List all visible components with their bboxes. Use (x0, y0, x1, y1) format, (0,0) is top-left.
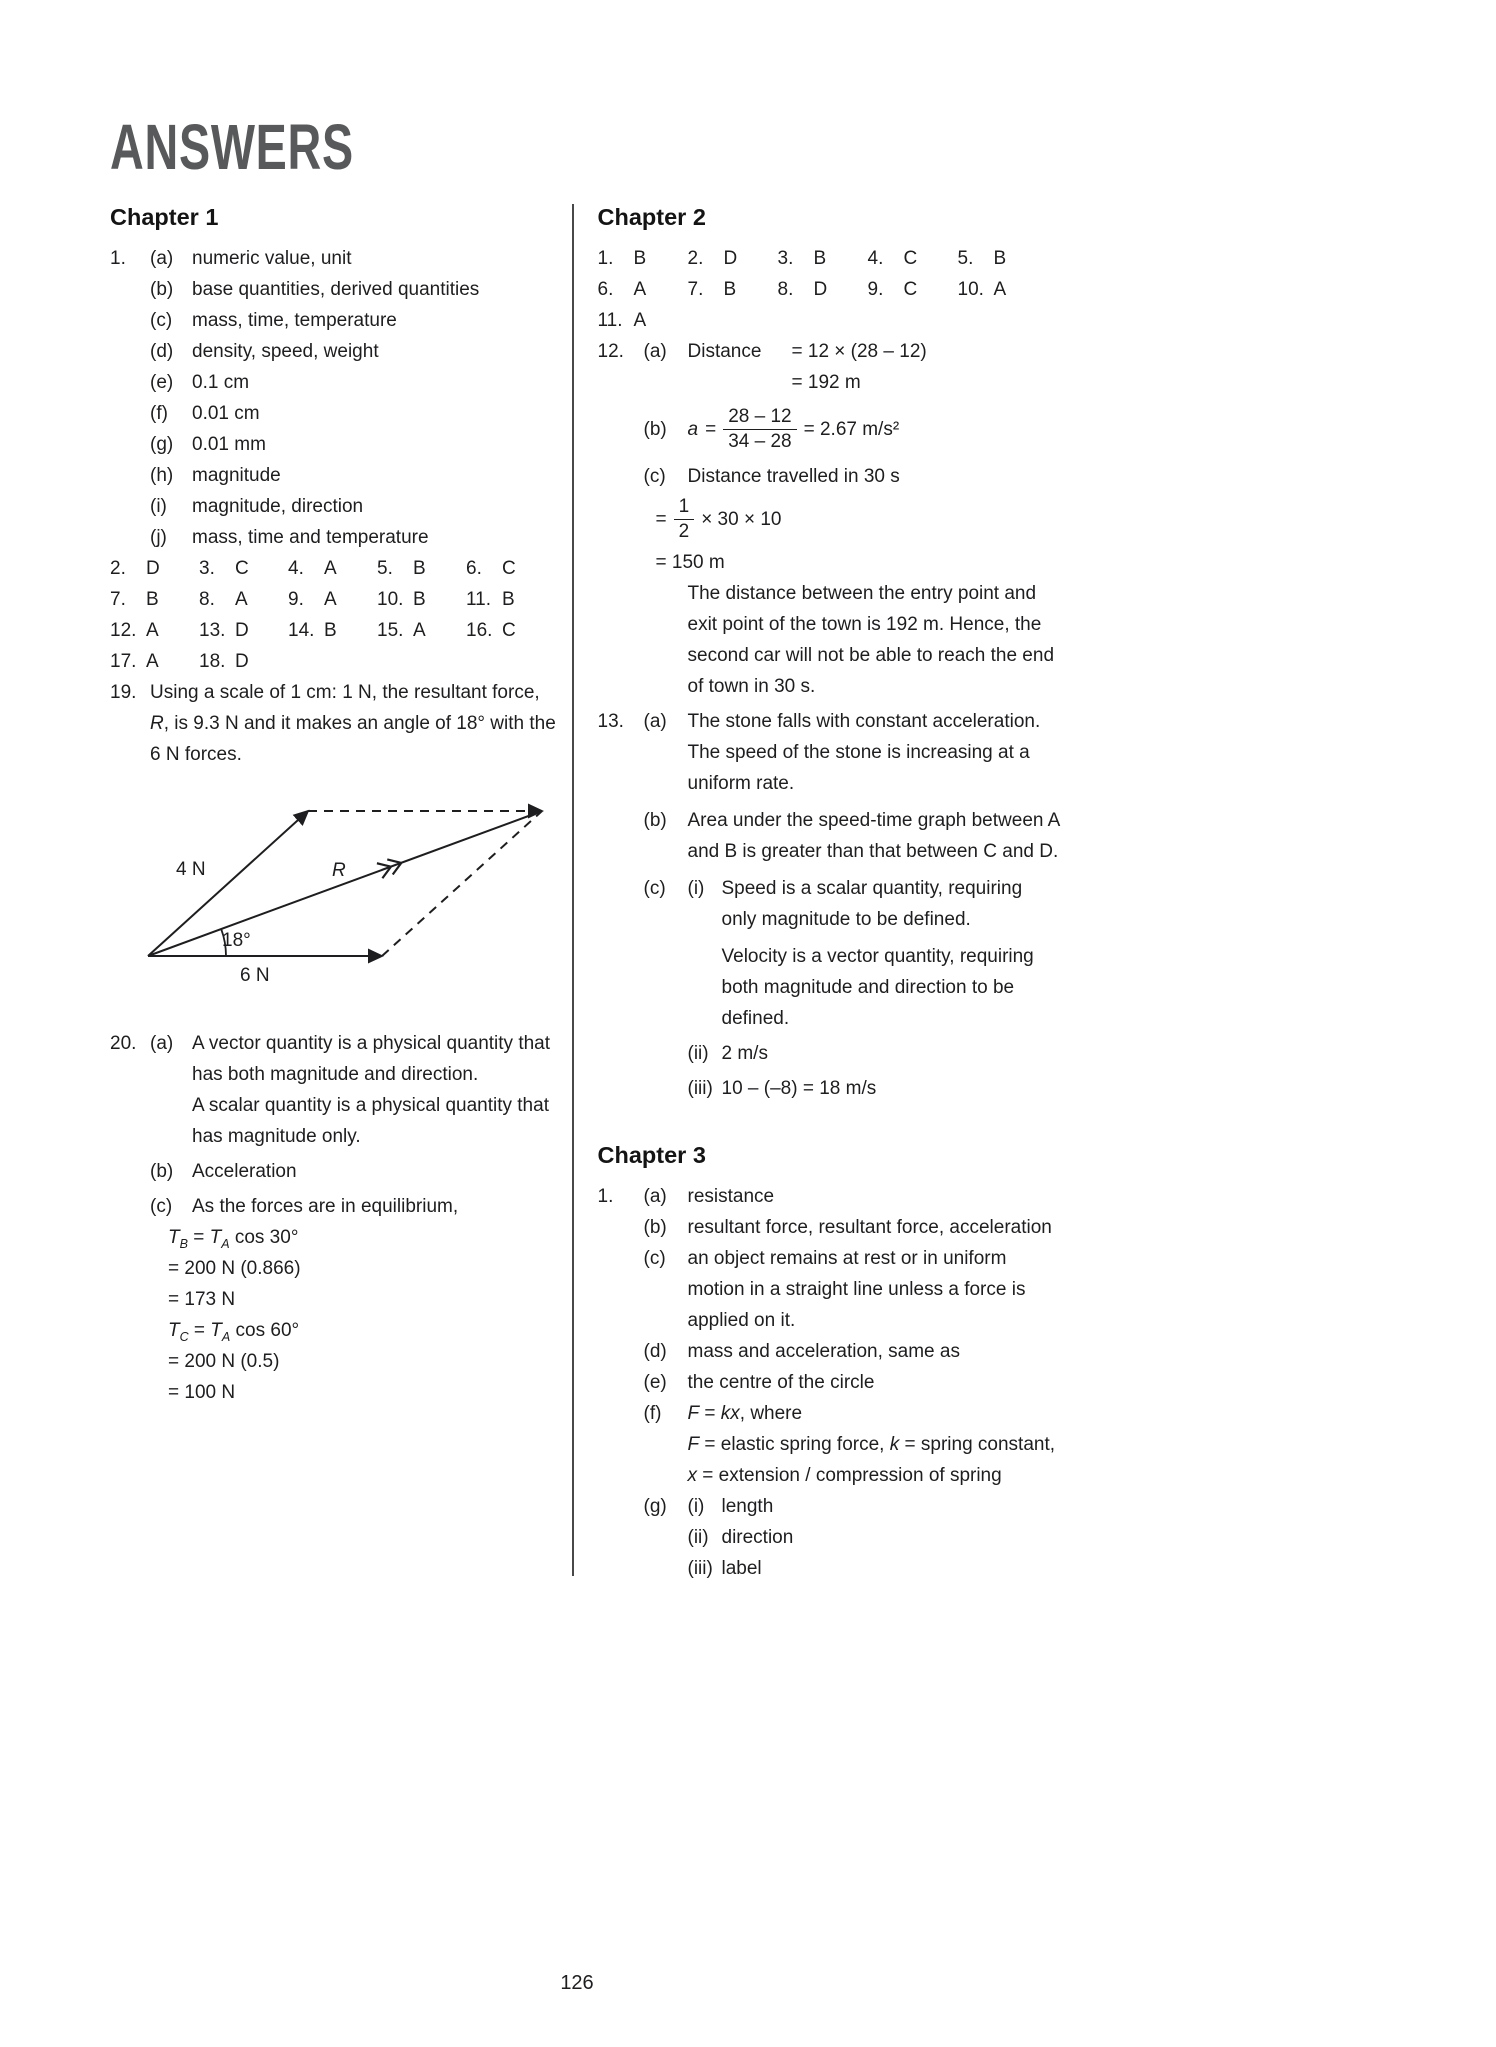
subscript: A (221, 1237, 230, 1251)
answer-label: (i) (150, 496, 167, 517)
mc-answer (199, 584, 288, 615)
question-number: 10. (957, 279, 984, 300)
equation (688, 1398, 1062, 1429)
answer-text: base quantities, derived quantities (192, 279, 480, 300)
label-4n: 4 N (176, 859, 206, 880)
answer-text: numeric value, unit (192, 248, 352, 269)
column-divider (572, 204, 574, 1576)
answer-letter: D (813, 279, 828, 300)
equation (168, 1222, 556, 1253)
expression: × 30 × 10 (701, 509, 782, 530)
mc-answer (688, 274, 778, 305)
answer-label: (ii) (687, 1527, 709, 1548)
text-segment: , where (739, 1403, 803, 1424)
question-body (150, 243, 556, 553)
page-title: ANSWERS (110, 111, 354, 183)
answer-label: (ii) (687, 1043, 709, 1064)
answer-text: length (721, 1496, 774, 1517)
mc-answer (958, 274, 1048, 305)
answer-letter: B (633, 248, 647, 269)
answer-item (150, 336, 556, 367)
answer-text (688, 1491, 1062, 1584)
question-body (150, 1028, 556, 1408)
answer-letter: D (235, 620, 249, 641)
answer-label: (b) (643, 419, 667, 440)
mc-answer (466, 615, 555, 646)
answer-letter: D (235, 651, 249, 672)
ch1-question-19 (110, 677, 556, 770)
answer-item (644, 1212, 1062, 1243)
paragraph: Distance travelled in 30 s (687, 466, 900, 487)
mc-answer-row (598, 274, 1062, 305)
answer-text: magnitude (192, 465, 281, 486)
answer-item (644, 1367, 1062, 1398)
question-number: 7. (110, 589, 126, 610)
equation (688, 405, 1062, 454)
operator: = (655, 509, 667, 530)
variable: T (209, 1227, 222, 1248)
variable: k (889, 1434, 900, 1455)
answer-letter: A (413, 620, 426, 641)
mc-answer-row (598, 243, 1062, 274)
answer-letter: A (324, 589, 337, 610)
ch2-mc-grid (598, 243, 1062, 336)
answer-item (644, 336, 1062, 398)
question-number: 5. (957, 248, 974, 269)
answer-label: (f) (150, 403, 168, 424)
ch1-question-20 (110, 1028, 556, 1408)
answer-item (150, 367, 556, 398)
text-segment: , is 9.3 N and it makes an angle of 18° with the 6 N forces. (150, 713, 556, 765)
mc-answer (688, 243, 778, 274)
label-angle: 18° (222, 930, 251, 951)
answer-letter: A (633, 279, 647, 300)
answer-item (644, 1181, 1062, 1212)
equation: = 200 N (0.5) (168, 1351, 280, 1372)
operator: = (705, 419, 717, 440)
question-number: 10. (377, 589, 404, 610)
answer-item (150, 1028, 556, 1152)
mc-answer (958, 243, 1048, 274)
question-number: 11. (466, 589, 492, 610)
answer-item (150, 429, 556, 460)
chapter-2-heading: Chapter 2 (597, 204, 706, 230)
answer-text: mass, time and temperature (192, 527, 429, 548)
mc-answer (598, 243, 688, 274)
sub-answer-item (688, 1073, 1062, 1104)
answer-label: (b) (150, 1161, 174, 1182)
answer-text: Area under the speed-time graph between A and B is greater than that between C and D. (687, 810, 1060, 862)
mc-answer (377, 553, 466, 584)
question-number: 4. (288, 558, 304, 579)
question-number: 11. (597, 310, 623, 331)
answer-letter: B (413, 589, 426, 610)
answer-item (644, 805, 1062, 867)
mc-answer (868, 274, 958, 305)
paragraph: The distance between the entry point and exit point of the town is 192 m. Hence, the second car will not be able to reach the end of town in 30 s. (687, 583, 1055, 697)
equation: = 100 N (168, 1382, 236, 1403)
answer-text: density, speed, weight (192, 341, 379, 362)
chapter-3-heading: Chapter 3 (597, 1142, 706, 1168)
question-number: 12. (597, 341, 624, 362)
sub-answer-item (688, 1491, 1062, 1522)
text-segment: = extension / compression of spring (697, 1465, 1002, 1486)
question-number: 1. (597, 248, 614, 269)
answer-text: the centre of the circle (687, 1372, 875, 1393)
answer-item (644, 1491, 1062, 1584)
answer-label: (e) (643, 1372, 667, 1393)
operator: = (699, 1403, 721, 1424)
answer-item (644, 1398, 1062, 1491)
answer-item (644, 1336, 1062, 1367)
text-segment: Using a scale of 1 cm: 1 N, the resultant force, (150, 682, 540, 703)
mc-answer (110, 584, 199, 615)
equation: = 150 m (655, 552, 725, 573)
answer-letter: A (235, 589, 248, 610)
mc-answer (377, 615, 466, 646)
answer-letter: A (633, 310, 647, 331)
answer-letter: B (993, 248, 1007, 269)
answer-item (644, 402, 1062, 457)
answer-item (150, 1156, 556, 1187)
answer-item (644, 706, 1062, 799)
answer-label: (g) (643, 1496, 667, 1517)
answer-label: (c) (643, 1248, 666, 1269)
answer-text: magnitude, direction (192, 496, 364, 517)
left-column (110, 202, 556, 1584)
page-number: 126 (560, 1972, 594, 1994)
answer-letter: A (324, 558, 337, 579)
question-number: 6. (597, 279, 614, 300)
mc-answer (288, 615, 377, 646)
numerator: 28 – 12 (728, 406, 792, 427)
answer-label: (i) (687, 1496, 705, 1517)
sub-answer-item (688, 1038, 1062, 1069)
question-number: 9. (288, 589, 304, 610)
answer-label: (c) (643, 466, 666, 487)
answer-text (722, 873, 1062, 1034)
paragraph: Velocity is a vector quantity, requiring both magnitude and direction to be defined. (721, 946, 1034, 1029)
answer-item (150, 460, 556, 491)
question-number: 7. (687, 279, 704, 300)
fraction (674, 495, 695, 544)
answer-label: (iii) (687, 1558, 713, 1579)
paragraph: As the forces are in equilibrium, (192, 1196, 459, 1217)
question-number: 19. (110, 682, 137, 703)
mc-answer (199, 553, 288, 584)
label-resultant: R (332, 860, 346, 881)
answer-label: (i) (687, 878, 705, 899)
variable: F (687, 1403, 700, 1424)
force-diagram (122, 796, 562, 1006)
right-column (598, 202, 1062, 1584)
mc-answer (288, 553, 377, 584)
question-text (150, 677, 556, 770)
answer-label: (j) (150, 527, 167, 548)
question-number: 17. (110, 651, 137, 672)
question-number: 8. (199, 589, 215, 610)
answer-label: (a) (150, 1033, 174, 1054)
paragraph (688, 1429, 1062, 1491)
answer-text: 10 – (–8) = 18 m/s (721, 1078, 877, 1099)
subscript: B (179, 1237, 188, 1251)
subscript: C (179, 1330, 189, 1344)
question-number: 13. (597, 711, 624, 732)
answer-text: direction (721, 1527, 794, 1548)
answer-letter: B (502, 589, 515, 610)
variable: kx (720, 1403, 740, 1424)
question-number: 20. (110, 1033, 137, 1054)
answer-text: 0.01 mm (192, 434, 266, 455)
mc-answer (778, 274, 868, 305)
operator: = (187, 1227, 210, 1248)
answer-item (150, 274, 556, 305)
answer-letter: C (235, 558, 249, 579)
resultant-vector (148, 811, 542, 956)
answer-item (644, 461, 1062, 702)
answer-text: 0.1 cm (192, 372, 250, 393)
answer-text (655, 461, 1062, 702)
mc-answer (466, 584, 555, 615)
equation (656, 495, 1062, 544)
answer-label: (a) (643, 341, 667, 362)
mc-answer (778, 243, 868, 274)
question-body (644, 706, 1062, 1104)
mc-answer (466, 553, 555, 584)
answer-label: (b) (643, 810, 667, 831)
answer-letter: B (146, 589, 159, 610)
question-number: 4. (867, 248, 884, 269)
question-number: 14. (288, 620, 315, 641)
paragraph: Speed is a scalar quantity, requiring only magnitude to be defined. (721, 878, 1023, 930)
equation (688, 336, 1062, 367)
answer-item (150, 305, 556, 336)
answer-text: The stone falls with constant acceleration. The speed of the stone is increasing at a uniform rate. (687, 711, 1041, 794)
paragraph: A scalar quantity is a physical quantity that has magnitude only. (192, 1095, 549, 1147)
dashed-right-line (382, 811, 542, 956)
expression: cos 30° (229, 1227, 299, 1248)
answer-text: Acceleration (192, 1161, 297, 1182)
question-number: 3. (777, 248, 794, 269)
answer-letter: C (502, 620, 516, 641)
operator: = (188, 1320, 211, 1341)
mc-answer (288, 584, 377, 615)
answer-text: resistance (687, 1186, 775, 1207)
question-body (644, 1181, 1062, 1584)
question-number: 16. (466, 620, 493, 641)
answer-text (688, 402, 1062, 457)
answer-label: (c) (150, 310, 173, 331)
question-number: 6. (466, 558, 482, 579)
variable: T (210, 1320, 222, 1341)
equation (168, 1315, 556, 1346)
equation: = 192 m (791, 372, 861, 393)
mc-answer (868, 243, 958, 274)
answer-item (644, 873, 1062, 1104)
answer-label: (a) (643, 1186, 667, 1207)
answer-item (150, 398, 556, 429)
variable: F (687, 1434, 700, 1455)
answer-letter: C (903, 279, 918, 300)
denominator: 2 (674, 519, 695, 544)
answer-letter: B (813, 248, 827, 269)
answer-label: (h) (150, 465, 174, 486)
ch1-mc-grid (110, 553, 556, 677)
mc-answer-row (110, 646, 556, 677)
ch2-question-12 (598, 336, 1062, 702)
question-number: 3. (199, 558, 215, 579)
variable: T (168, 1227, 180, 1248)
answer-text: 2 m/s (721, 1043, 768, 1064)
answer-text: 0.01 cm (192, 403, 260, 424)
answer-label: (c) (150, 1196, 173, 1217)
answer-letter: A (146, 651, 159, 672)
answer-text: an object remains at rest or in uniform motion in a straight line unless a force is applied on it. (687, 1248, 1026, 1331)
label-6n: 6 N (240, 965, 270, 986)
question-number: 1. (597, 1186, 614, 1207)
expression: = 12 × (28 – 12) (791, 341, 927, 362)
equation: = 173 N (168, 1289, 236, 1310)
ch3-question-1 (598, 1181, 1062, 1584)
numerator: 1 (678, 496, 690, 517)
question-number: 2. (687, 248, 704, 269)
answer-text (168, 1191, 556, 1408)
answer-text (688, 336, 1062, 398)
answer-text (192, 1028, 556, 1152)
variable: x (687, 1465, 697, 1486)
mc-answer (110, 553, 199, 584)
text-segment: = spring constant, (899, 1434, 1056, 1455)
question-number: 15. (377, 620, 404, 641)
chapter-1-heading: Chapter 1 (110, 204, 219, 230)
question-number: 8. (777, 279, 794, 300)
mc-answer (199, 615, 288, 646)
variable-r: R (150, 713, 164, 734)
sub-answer-item (688, 873, 1062, 1034)
question-number: 12. (110, 620, 137, 641)
answer-letter: D (723, 248, 738, 269)
mc-answer (110, 646, 199, 677)
answer-label: (iii) (687, 1078, 713, 1099)
mc-answer-row (110, 584, 556, 615)
answer-label: (a) (643, 711, 667, 732)
answer-label: (g) (150, 434, 174, 455)
answer-letter: A (993, 279, 1007, 300)
paragraph: A vector quantity is a physical quantity that has both magnitude and direction. (192, 1033, 551, 1085)
mc-answer-row (110, 553, 556, 584)
answer-letter: B (324, 620, 337, 641)
denominator: 34 – 28 (723, 429, 796, 454)
answer-text: resultant force, resultant force, acceleration (687, 1217, 1052, 1238)
question-number: 5. (377, 558, 393, 579)
answer-label: (b) (150, 279, 174, 300)
answer-item (150, 243, 556, 274)
question-number: 9. (867, 279, 884, 300)
sub-answer-item (688, 1553, 1062, 1584)
ch1-question-1 (110, 243, 556, 553)
answer-label: (b) (643, 1217, 667, 1238)
answer-label: (f) (643, 1403, 662, 1424)
equation: = 200 N (0.866) (168, 1258, 301, 1279)
mc-answer-row (598, 305, 1062, 336)
answer-item (644, 1243, 1062, 1336)
answer-label: (c) (643, 878, 666, 899)
question-number: 2. (110, 558, 126, 579)
answer-label: (e) (150, 372, 174, 393)
subscript: A (221, 1330, 231, 1344)
text-segment: = elastic spring force, (699, 1434, 890, 1455)
answer-label: (d) (643, 1341, 667, 1362)
answer-text: mass and acceleration, same as (687, 1341, 960, 1362)
mc-answer-row (110, 615, 556, 646)
question-number: 1. (110, 248, 126, 269)
two-column-layout (110, 202, 1062, 1584)
ch2-question-13 (598, 706, 1062, 1104)
question-number: 13. (199, 620, 226, 641)
answer-letter: C (502, 558, 516, 579)
answer-text (688, 1398, 1062, 1491)
answer-letter: B (413, 558, 426, 579)
answer-text: mass, time, temperature (192, 310, 397, 331)
question-body (644, 336, 1062, 702)
mc-answer (377, 584, 466, 615)
resultant-double-arrowhead (377, 855, 404, 878)
quantity-name: Distance (687, 341, 762, 362)
expression: cos 60° (230, 1320, 300, 1341)
answer-item (150, 491, 556, 522)
sub-answer-item (688, 1522, 1062, 1553)
answer-letter: C (903, 248, 918, 269)
answer-letter: A (146, 620, 159, 641)
mc-answer (598, 305, 688, 336)
answer-item (150, 522, 556, 553)
answer-letter: D (146, 558, 160, 579)
fraction (723, 405, 796, 454)
variable: T (168, 1320, 180, 1341)
mc-answer (598, 274, 688, 305)
variable: a (687, 419, 699, 440)
answer-text: label (721, 1558, 762, 1579)
question-number: 18. (199, 651, 226, 672)
answer-letter: B (723, 279, 737, 300)
answer-text (688, 873, 1062, 1104)
answer-label: (d) (150, 341, 174, 362)
answer-label: (a) (150, 248, 174, 269)
mc-answer (199, 646, 288, 677)
result: = 2.67 m/s² (803, 419, 900, 440)
answer-item (150, 1191, 556, 1408)
mc-answer (110, 615, 199, 646)
